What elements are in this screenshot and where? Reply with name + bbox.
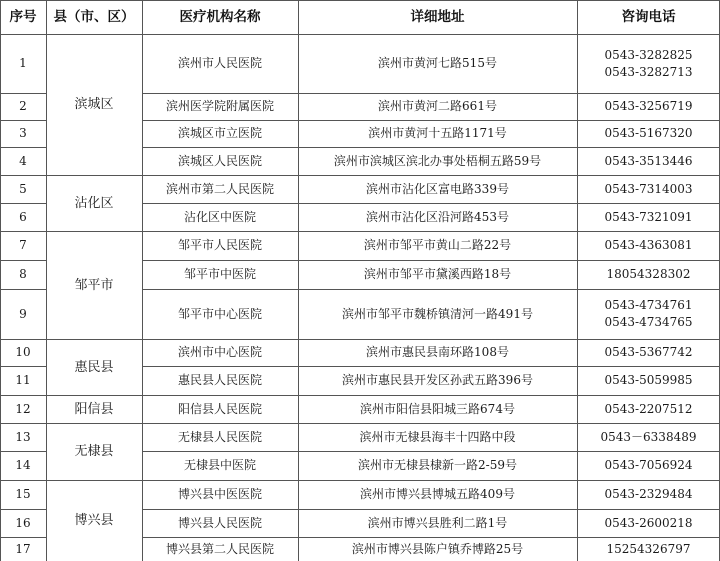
phone-cell bbox=[577, 175, 720, 203]
row-number: 4 bbox=[19, 153, 27, 168]
hospital-address: 滨州市黄河十五路1171号 bbox=[368, 126, 507, 140]
grid-line bbox=[142, 203, 720, 204]
hospital-address: 滨州市沾化区沿河路453号 bbox=[366, 209, 509, 224]
hospital-name: 阳信县人民医院 bbox=[177, 401, 262, 416]
hospital-name: 滨城区市立医院 bbox=[177, 126, 262, 140]
grid-line bbox=[0, 451, 46, 452]
phone-cell bbox=[577, 537, 720, 561]
phone-cell bbox=[577, 451, 720, 480]
phone-number: 18054328302 bbox=[606, 267, 691, 281]
header-name: 医疗机构名称 bbox=[179, 8, 261, 25]
phone-number: 0543-3256719 bbox=[604, 99, 693, 113]
row-number: 12 bbox=[15, 401, 31, 416]
grid-line bbox=[142, 93, 720, 94]
phone-number: 0543-7056924 bbox=[604, 458, 693, 472]
hospital-name: 滨城区人民医院 bbox=[177, 153, 262, 168]
grid-line bbox=[0, 0, 1, 561]
grid-line bbox=[0, 93, 46, 94]
phone-cell bbox=[577, 34, 720, 93]
hospital-name: 邹平市中心医院 bbox=[177, 306, 262, 321]
hospital-name: 无棣县中医院 bbox=[183, 458, 256, 472]
hospital-address: 滨州市黄河七路515号 bbox=[378, 56, 497, 70]
row-number: 14 bbox=[15, 458, 31, 472]
row-number: 7 bbox=[19, 238, 27, 252]
hospital-name: 邹平市人民医院 bbox=[177, 238, 262, 252]
grid-line bbox=[142, 289, 720, 290]
hospital-name: 博兴县中医医院 bbox=[177, 487, 262, 501]
hospital-address: 滨州市邹平市魏桥镇清河一路491号 bbox=[342, 306, 533, 321]
phone-cell bbox=[577, 147, 720, 175]
row-number: 2 bbox=[19, 99, 27, 113]
hospital-address: 滨州市阳信县阳城三路674号 bbox=[360, 401, 515, 416]
phone-cell bbox=[577, 509, 720, 537]
row-number: 6 bbox=[19, 209, 27, 224]
phone-cell bbox=[577, 120, 720, 147]
hospital-name: 惠民县人民医院 bbox=[177, 373, 262, 387]
hospital-address: 滨州市博兴县博城五路409号 bbox=[360, 487, 515, 501]
phone-number: 0543-2207512 bbox=[604, 401, 693, 416]
phone-number: 0543-7321091 bbox=[604, 209, 693, 224]
hospital-address: 滨州市无棣县海丰十四路中段 bbox=[359, 429, 516, 444]
phone-cell bbox=[577, 231, 720, 260]
hospital-address: 滨州市惠民县开发区孙武五路396号 bbox=[342, 373, 533, 387]
phone-number: 15254326797 bbox=[606, 541, 691, 556]
phone-number: 0543-3282713 bbox=[604, 64, 693, 79]
hospital-name: 沾化区中医院 bbox=[183, 209, 256, 224]
phone-number: 0543-7314003 bbox=[604, 181, 693, 196]
county-cell: 无棣县 bbox=[74, 444, 114, 459]
phone-number: 0543-5367742 bbox=[604, 345, 693, 359]
phone-cell bbox=[577, 260, 720, 289]
grid-line bbox=[0, 366, 46, 367]
hospital-address: 滨州市无棣县棣新一路2-59号 bbox=[358, 458, 517, 472]
hospital-name: 滨州市人民医院 bbox=[177, 56, 262, 70]
phone-cell bbox=[577, 339, 720, 366]
header-no: 序号 bbox=[9, 8, 37, 25]
hospital-name: 博兴县人民医院 bbox=[177, 515, 262, 530]
header-phone: 咨询电话 bbox=[621, 8, 676, 25]
grid-line bbox=[142, 451, 720, 452]
hospital-address: 滨州市沾化区富电路339号 bbox=[366, 181, 509, 196]
county-cell: 惠民县 bbox=[74, 359, 114, 375]
phone-cell bbox=[577, 203, 720, 231]
county-cell: 阳信县 bbox=[74, 401, 114, 417]
hospital-address: 滨州市博兴县胜利二路1号 bbox=[367, 515, 508, 530]
phone-number: 0543-4734765 bbox=[604, 315, 693, 329]
phone-number: 0543－6338489 bbox=[600, 429, 697, 444]
phone-number: 0543-3513446 bbox=[604, 153, 693, 168]
row-number: 1 bbox=[19, 56, 27, 70]
hospital-address: 滨州市邹平市黛溪西路18号 bbox=[363, 267, 512, 281]
grid-line bbox=[0, 339, 720, 340]
grid-line bbox=[142, 509, 720, 510]
county-cell: 滨城区 bbox=[74, 97, 114, 112]
grid-line bbox=[0, 203, 46, 204]
grid-line bbox=[0, 537, 46, 538]
phone-cell bbox=[577, 480, 720, 509]
county-cell: 沾化区 bbox=[74, 195, 114, 211]
grid-line bbox=[0, 175, 720, 176]
phone-cell bbox=[577, 93, 720, 120]
grid-line bbox=[0, 34, 720, 35]
row-number: 17 bbox=[15, 541, 31, 556]
phone-number: 0543-5059985 bbox=[604, 373, 693, 387]
phone-number: 0543-2329484 bbox=[604, 487, 693, 501]
phone-number: 0543-5167320 bbox=[604, 126, 693, 140]
row-number: 13 bbox=[15, 429, 31, 444]
row-number: 10 bbox=[15, 345, 31, 359]
grid-line bbox=[0, 509, 46, 510]
phone-cell bbox=[577, 366, 720, 395]
phone-number: 0543-4734761 bbox=[604, 298, 693, 312]
phone-cell bbox=[577, 423, 720, 451]
county-cell: 博兴县 bbox=[74, 513, 114, 528]
hospital-name: 无棣县人民医院 bbox=[177, 429, 262, 444]
row-number: 9 bbox=[19, 306, 27, 321]
grid-line bbox=[0, 480, 720, 481]
header-address: 详细地址 bbox=[410, 8, 465, 25]
phone-cell bbox=[577, 289, 720, 339]
hospital-name: 滨州市第二人民医院 bbox=[165, 181, 274, 196]
phone-number: 0543-4363081 bbox=[604, 238, 693, 252]
grid-line bbox=[142, 537, 720, 538]
hospital-address: 滨州市邹平市黄山二路22号 bbox=[363, 238, 512, 252]
row-number: 16 bbox=[15, 515, 31, 530]
hospital-name: 滨州医学院附属医院 bbox=[165, 99, 274, 113]
grid-line bbox=[298, 0, 299, 561]
grid-line bbox=[0, 231, 720, 232]
hospital-name: 邹平市中医院 bbox=[183, 267, 256, 281]
hospital-name: 滨州市中心医院 bbox=[177, 345, 262, 359]
row-number: 15 bbox=[15, 487, 31, 501]
row-number: 8 bbox=[19, 267, 27, 281]
phone-cell bbox=[577, 395, 720, 423]
hospital-address: 滨州市滨城区滨北办事处梧桐五路59号 bbox=[333, 153, 542, 168]
hospital-name: 博兴县第二人民医院 bbox=[165, 541, 274, 556]
grid-line bbox=[46, 0, 47, 561]
grid-line bbox=[142, 260, 720, 261]
row-number: 11 bbox=[15, 373, 31, 387]
grid-line bbox=[0, 289, 46, 290]
header-county: 县（市、区） bbox=[53, 8, 135, 25]
row-number: 5 bbox=[19, 181, 27, 196]
hospital-address: 滨州市黄河二路661号 bbox=[378, 99, 497, 113]
phone-number: 0543-3282825 bbox=[604, 47, 693, 62]
county-cell: 邹平市 bbox=[74, 277, 114, 293]
grid-line bbox=[0, 395, 720, 396]
grid-line bbox=[142, 366, 720, 367]
grid-line bbox=[142, 120, 720, 121]
grid-line bbox=[0, 260, 46, 261]
grid-line bbox=[142, 147, 720, 148]
grid-line bbox=[0, 0, 720, 1]
hospital-address: 滨州市惠民县南环路108号 bbox=[366, 345, 509, 359]
grid-line bbox=[0, 423, 720, 424]
grid-line bbox=[577, 0, 578, 561]
grid-line bbox=[0, 147, 46, 148]
grid-line bbox=[142, 0, 143, 561]
phone-number: 0543-2600218 bbox=[604, 515, 693, 530]
grid-line bbox=[0, 120, 46, 121]
hospital-address: 滨州市博兴县陈户镇乔博路25号 bbox=[351, 541, 524, 556]
row-number: 3 bbox=[19, 126, 27, 140]
